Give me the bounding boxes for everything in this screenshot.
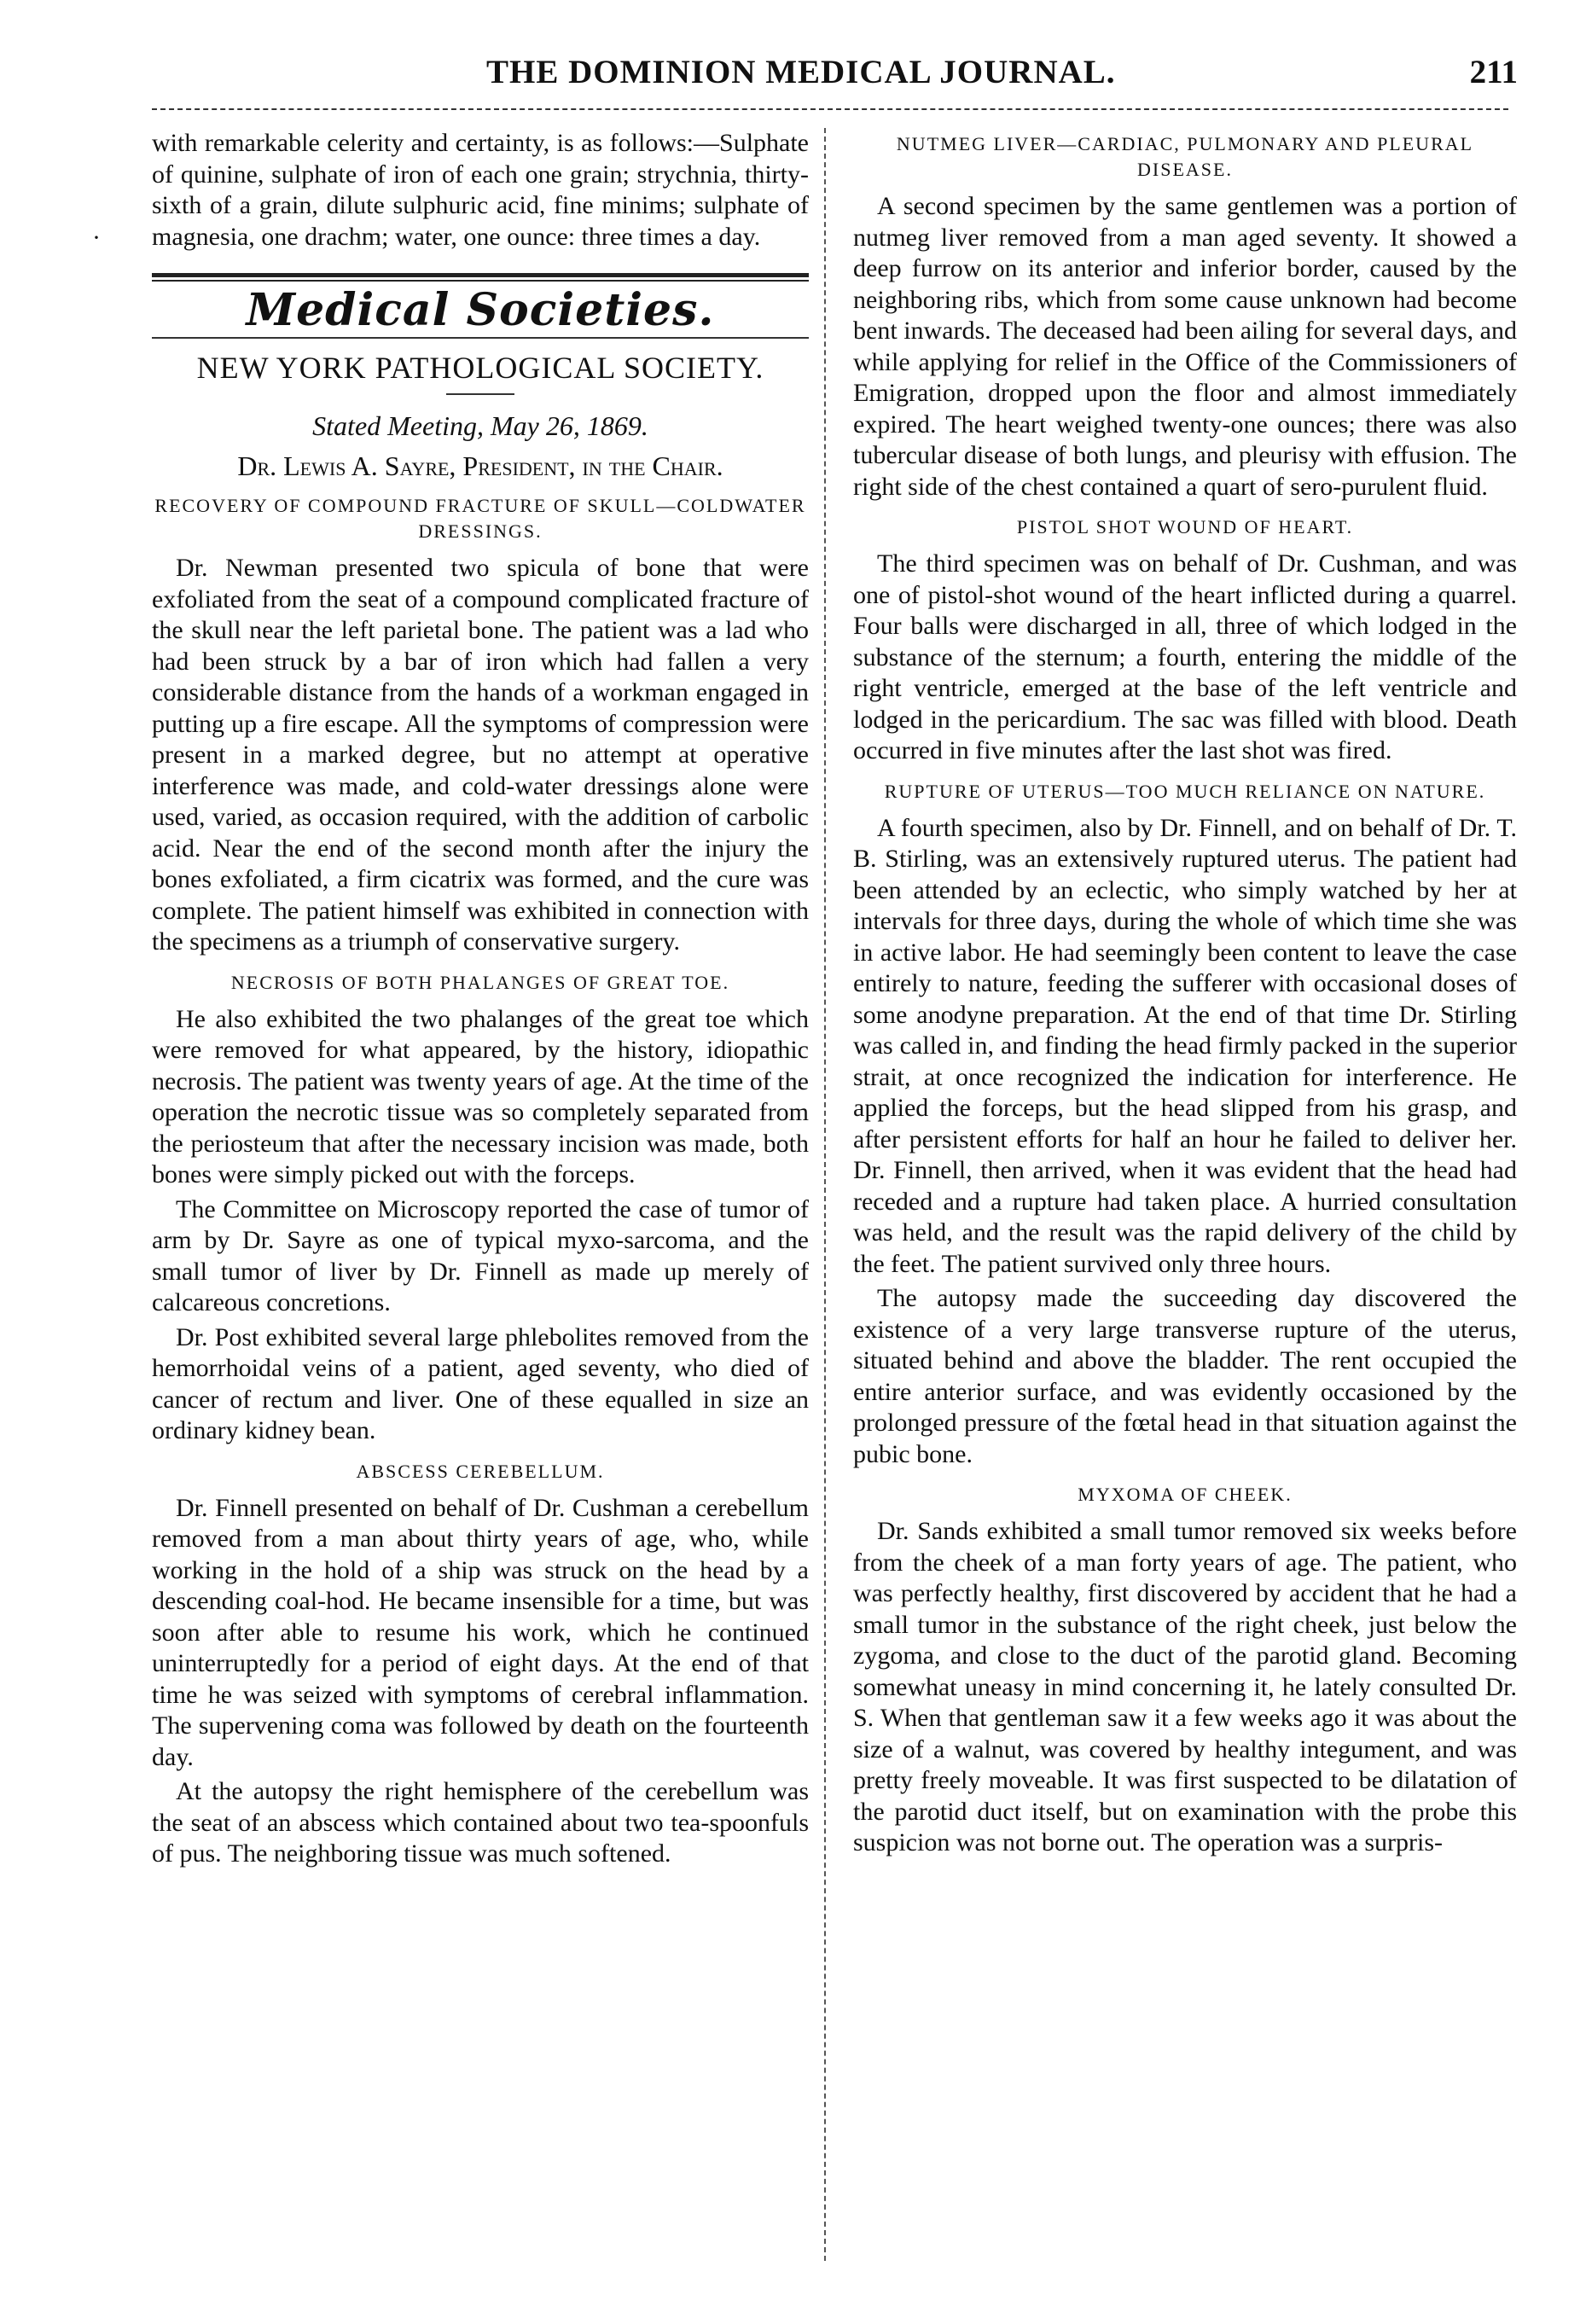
- right-column: [853, 128, 1517, 1862]
- intro-paragraph: with remarkable celerity and certainty, is as follows:—Sulphate of quinine, sulphate of iron of each one grain; strychnia, thirty-sixth of a grain, dilute sulphuric acid, fine minims; sulphate of magnesia, one drachm; water, one ounce: three times a day.: [152, 129, 809, 251]
- meeting-line: Stated Meeting, May 26, 1869.: [312, 410, 648, 441]
- chair-line: Dr. Lewis A. Sayre, President, in the Chair.: [237, 450, 723, 481]
- paragraph: Dr. Sands exhibited a small tumor removed six weeks before from the cheek of a man forty years of age. The patient, who was perfectly healthy, first discovered by accident that he had a small tumor in the substance of the right cheek, just below the zygoma, and close to the duct of the parotid gland. Becoming somewhat uneasy in mind concerning it, he lately consulted Dr. S. When that gentleman saw it a few weeks ago it was about the size of a walnut, was covered by healthy integument, and was pretty freely moveable. It was first suspected to be dilatation of the parotid duct itself, but on examination with the probe this suspicion was not borne out. The operation was a surpris-: [853, 1517, 1517, 1856]
- page-number: 211: [1469, 54, 1518, 90]
- paragraph: The third specimen was on behalf of Dr. Cushman, and was one of pistol-shot wound of the heart inflicted during a quarrel. Four balls were discharged in all, three of which lodged in the substance of the sternum; a fourth, entering the middle of the right ventricle, emerged at the base of the left ventricle and lodged in the pericardium. The sac was filled with blood. Death occurred in five minutes after the last shot was fired.: [853, 549, 1517, 764]
- paragraph: He also exhibited the two phalanges of the great toe which were removed for what appeared, by the history, idiopathic necrosis. The patient was twenty years of age. At the time of the operation the necrotic tissue was so completely separated from the periosteum that after the necessary incision was made, both bones were simply picked out with the forceps.: [152, 1004, 809, 1188]
- paragraph: Dr. Post exhibited several large phlebolites removed from the hemorrhoidal veins of a patient, aged seventy, who died of cancer of rectum and liver. One of these equalled in size an ordinary kidney bean.: [152, 1322, 809, 1444]
- paragraph: Dr. Finnell presented on behalf of Dr. Cushman a cerebellum removed from a man about thirty years of age, who, while working in the hold of a ship was struck on the head by a descending coal-hod. He became insensible for a time, but was soon after able to resume his work, which he continued uninterruptedly for a period of eight days. At the end of that time he was seized with symptoms of cerebral inflammation. The supervening coma was followed by death on the fourteenth day.: [152, 1493, 809, 1771]
- society-title: NEW YORK PATHOLOGICAL SOCIETY.: [196, 350, 764, 385]
- paragraph: A second specimen by the same gentlemen was a portion of nutmeg liver removed from a man aged seventy. It showed a deep furrow on its anterior and inferior border, caused by the neighboring ribs, which from some cause unknown had become bent inwards. The deceased had been ailing for several days, and while applying for relief in the Office of the Commissioners of Emigration, dropped upon the floor and almost immediately expired. The heart weighed twenty-one ounces; there was also tubercular disease of both lungs, and pleurisy with effusion. The right side of the chest contained a quart of sero-purulent fluid.: [853, 192, 1517, 501]
- paragraph: A fourth specimen, also by Dr. Finnell, and on behalf of Dr. T. B. Stirling, was an extensively ruptured uterus. The patient had been attended by an eclectic, who simply watched by her at intervals for three days, during the whole of which time she was in active labor. He had seemingly been content to leave the case entirely to nature, feeding the sufferer with occasional doses of some anodyne preparation. At the end of that time Dr. Stirling was called in, and finding the head firmly packed in the superior strait, at once recognized the indication for interference. He applied the forceps, but the head slipped from his grasp, and after persistent efforts for half an hour he failed to deliver her. Dr. Finnell, then arrived, when it was evident that the head had receded and a rupture had taken place. A hurried consultation was held, and the result was the rapid delivery of the child by the feet. The patient survived only three hours.: [853, 813, 1517, 1278]
- subheading: NUTMEG LIVER—CARDIAC, PULMONARY AND PLEURAL DISEASE.: [896, 133, 1474, 180]
- header-rule: [152, 108, 1508, 110]
- page-header: [0, 53, 1586, 113]
- paragraph: The autopsy made the succeeding day discovered the existence of a very large transverse rupture of the uterus, situated behind and above the bladder. The rent occupied the entire anterior surface, and was evidently occasioned by the prolonged pressure of the fœtal head in that situation against the pubic bone.: [853, 1284, 1517, 1468]
- subheading: RECOVERY OF COMPOUND FRACTURE OF SKULL—COLDWATER DRESSINGS.: [154, 495, 806, 542]
- column-divider: [824, 128, 826, 2261]
- section-rule-top-thin: [152, 280, 809, 282]
- paragraph: Dr. Newman presented two spicula of bone that were exfoliated from the seat of a compound complicated fracture of the skull near the left parietal bone. The patient was a lad who had been struck by a bar of iron which had fallen a very considerable distance from the hands of a workman engaged in putting up a fire escape. All the symptoms of compression were present in a marked degree, but no attempt at operative interference was made, and cold-water dressings alone were used, varied, as occasion required, with the addition of carbolic acid. Near the end of the second month after the injury the bones exfoliated, a firm cicatrix was formed, and the cure was complete. The patient himself was exhibited in connection with the specimens as a triumph of conservative surgery.: [152, 554, 809, 956]
- paragraph: At the autopsy the right hemisphere of the cerebellum was the seat of an abscess which contained about two tea-spoonfuls of pus. The neighboring tissue was much softened.: [152, 1777, 809, 1868]
- section-rule-bottom: [152, 337, 809, 339]
- subheading: NECROSIS OF BOTH PHALANGES OF GREAT TOE.: [230, 971, 730, 993]
- short-rule: [446, 393, 514, 395]
- section-rule-top: [152, 273, 809, 277]
- subheading: PISTOL SHOT WOUND OF HEART.: [1016, 516, 1354, 537]
- left-column: [152, 128, 809, 1874]
- subheading: RUPTURE OF UTERUS—TOO MUCH RELIANCE ON NATURE.: [884, 780, 1486, 802]
- paragraph: The Committee on Microscopy reported the case of tumor of arm by Dr. Sayre as one of typical myxo-sarcoma, and the small tumor of liver by Dr. Finnell as made up merely of calcareous concretions.: [152, 1194, 809, 1316]
- margin-mark: ·: [92, 224, 101, 252]
- subheading: MYXOMA OF CHEEK.: [1078, 1484, 1293, 1505]
- subheading: ABSCESS CEREBELLUM.: [356, 1460, 605, 1482]
- section-title: Medical Societies.: [246, 284, 715, 336]
- journal-title: THE DOMINION MEDICAL JOURNAL.: [486, 54, 1116, 90]
